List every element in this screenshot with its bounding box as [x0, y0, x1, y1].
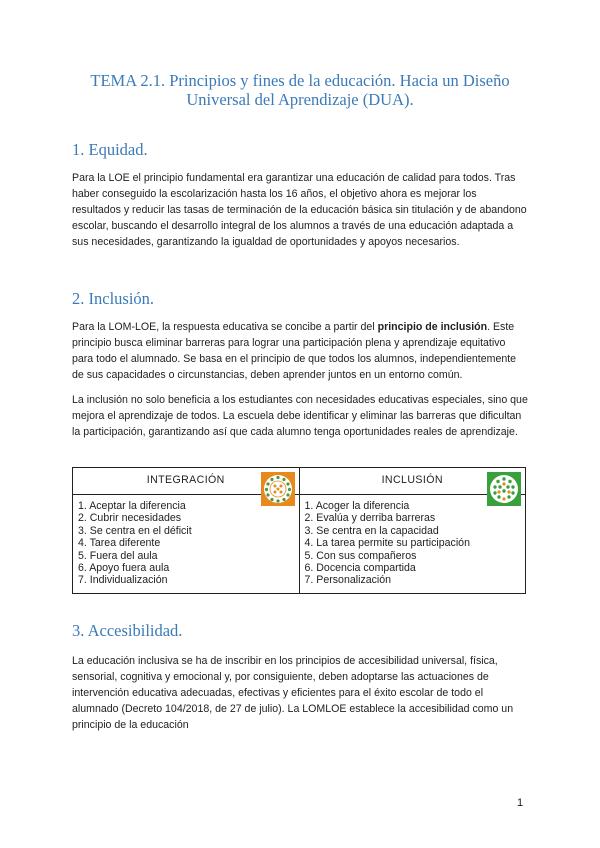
paragraph-equidad: Para la LOE el principio fundamental era garantizar una educación de calidad para todos. Tras haber conseguido la escolarización hasta los 16 años, el objetivo ahora es mejorar los resultados y reducir las tasas de terminación de la educación básica sin titulación y de abandono escolar, buscando el desarrollo integral de los alumnos a través de una educación adaptada a sus necesidades, garantizando la igualdad de oportunidades y apoyos necesarios.	[72, 172, 527, 248]
heading-equidad: 1. Equidad.	[72, 140, 148, 159]
inclusion-dots-icon	[487, 472, 521, 506]
page-number: 1	[517, 797, 524, 809]
table-header-row	[73, 468, 526, 495]
inclusion-text-after: . Este principio busca eliminar barreras para lograr una participación plena y aprendizaje equitativo para todo el alumnado. Se basa en el principio de que todos los alumnos, independientemente de sus capacidades o circunstancias, deben aprender juntos en un entorno común.	[72, 321, 517, 381]
list-item: 1. Acoger la diferencia	[304, 500, 410, 512]
inclusion-text-before: Para la LOM-LOE, la respuesta educativa se concibe a partir del	[72, 321, 378, 333]
list-item: 5. Fuera del aula	[78, 549, 158, 562]
paragraph-inclusion-1	[72, 319, 528, 383]
heading-accesibilidad: 3. Accesibilidad.	[72, 621, 183, 640]
paragraph-inclusion-2: La inclusión no solo beneficia a los estudiantes con necesidades educativas especiales, sino que mejora el aprendizaje de todos. La escuela debe identificar y eliminar las barreras que dificultan la participación, garantizando así que cada alumno tenga oportunidades reales de aprendizaje.	[72, 394, 528, 438]
inclusion-bold-text: principio de inclusión	[377, 321, 488, 333]
list-item: 6. Apoyo fuera aula	[78, 562, 170, 575]
integration-dots-icon	[261, 472, 295, 506]
list-item: 2. Evalúa y derriba barreras	[304, 512, 436, 525]
document-title: TEMA 2.1. Principios y fines de la educación. Hacia un Diseño Universal del Aprendizaje (DUA).	[90, 71, 510, 109]
header-inclusion: INCLUSIÓN	[381, 474, 443, 486]
comparison-table	[72, 467, 526, 594]
header-integracion: INTEGRACIÓN	[146, 474, 225, 486]
list-item: 3. Se centra en la capacidad	[304, 524, 439, 537]
list-item: 2. Cubrir necesidades	[78, 512, 182, 525]
list-item: 4. La tarea permite su participación	[304, 537, 470, 550]
list-item: 5. Con sus compañeros	[304, 549, 417, 562]
list-cell-integracion	[73, 495, 300, 594]
list-item: 1. Aceptar la diferencia	[78, 500, 186, 512]
header-cell-inclusion	[299, 468, 526, 495]
table-body-row	[73, 495, 526, 594]
list-cell-inclusion	[299, 495, 526, 594]
list-item: 7. Personalización	[304, 574, 392, 587]
list-item: 3. Se centra en el déficit	[78, 524, 192, 537]
list-item: 7. Individualización	[78, 574, 168, 587]
heading-inclusion: 2. Inclusión.	[72, 289, 155, 308]
header-cell-integracion	[73, 468, 300, 495]
paragraph-accesibilidad: La educación inclusiva se ha de inscribir en los principios de accesibilidad universal, física, sensorial, cognitiva y emocional y, por consiguiente, deben adoptarse las actuaciones de intervención educativa adecuadas, efectivas y eficientes para el éxito escolar de todo el alumnado (Decreto 104/2018, de 27 de julio). La LOMLOE establece la accesibilidad como un principio de la educación	[72, 655, 514, 731]
list-item: 4. Tarea diferente	[78, 537, 161, 550]
list-item: 6. Docencia compartida	[304, 562, 416, 575]
